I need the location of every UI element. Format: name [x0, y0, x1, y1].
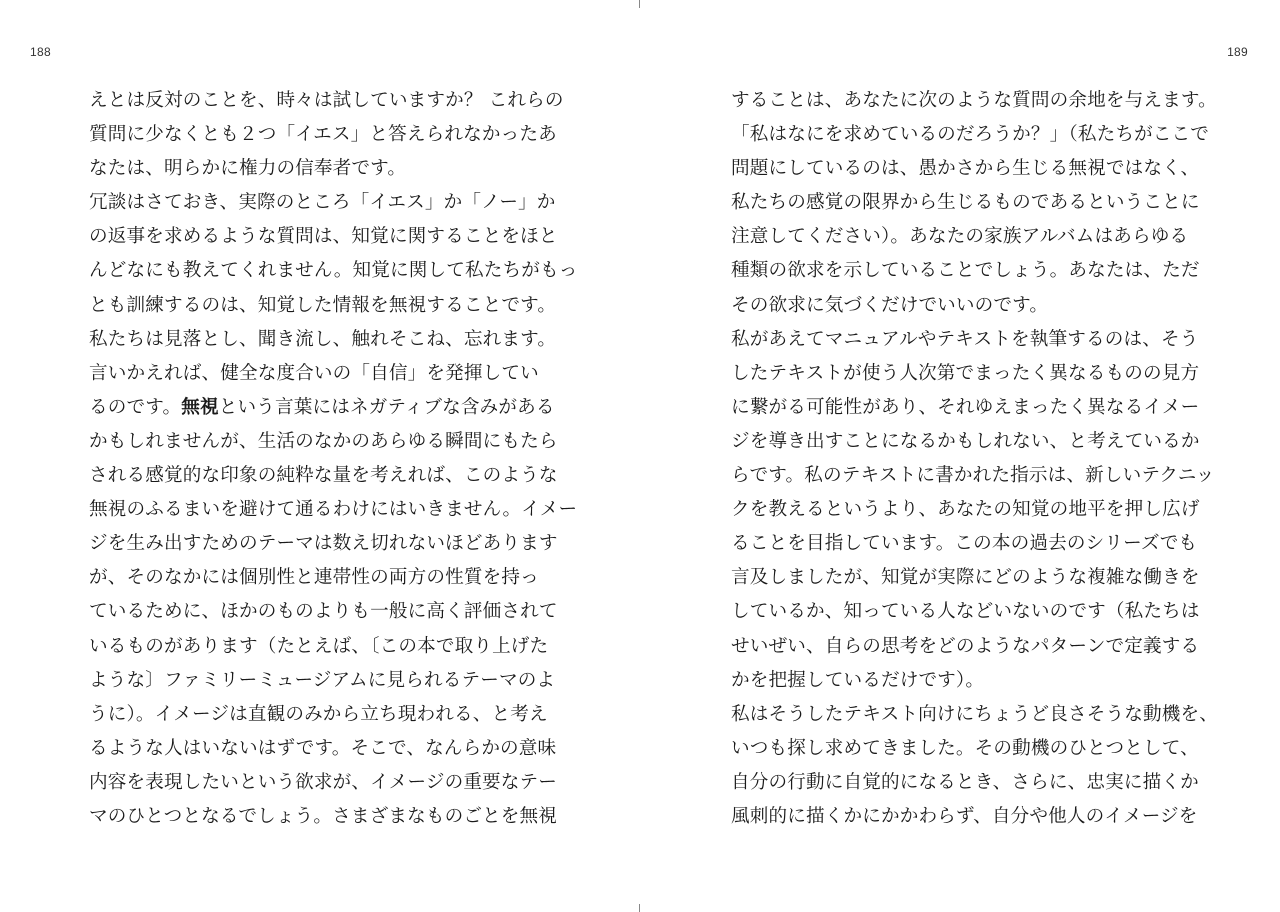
text-line: の返事を求めるような質問は、知覚に関することをほと — [89, 226, 558, 248]
text-line: 私があえてマニュアルやテキストを執筆するのは、そう — [731, 328, 1199, 350]
text-line: 私たちは見落とし、聞き流し、触れそこね、忘れます。 — [89, 328, 557, 350]
right-page — [640, 0, 1280, 912]
text-line: しているか、知っている人などいないのです（私たちは — [731, 601, 1200, 623]
text-line: るような人はいないはずです。そこで、なんらかの意味 — [89, 737, 557, 759]
text-line: ジを生み出すためのテーマは数え切れないほどあります — [89, 533, 558, 555]
text-line: 無視のふるまいを避けて通るわけにはいきません。イメー — [89, 499, 578, 521]
text-line: 言いかえれば、健全な度合いの「自信」を発揮してい — [89, 362, 539, 384]
text-line: 私はそうしたテキスト向けにちょうど良さそうな動機を、 — [731, 703, 1218, 725]
text-line: マのひとつとなるでしょう。さまざまなものごとを無視 — [89, 805, 558, 827]
text-line: に繋がる可能性があり、それゆえまったく異なるイメー — [731, 396, 1200, 418]
text-line: クを教えるというより、あなたの知覚の地平を押し広げ — [731, 499, 1200, 521]
text-line: 問題にしているのは、愚かさから生じる無視ではなく、 — [731, 158, 1200, 180]
text-line: 種類の欲求を示していることでしょう。あなたは、ただ — [731, 260, 1200, 282]
page-number: 188 — [30, 45, 51, 59]
text-line: らです。私のテキストに書かれた指示は、新しいテクニッ — [731, 465, 1215, 487]
text-line: いつも探し求めてきました。その動機のひとつとして、 — [731, 737, 1199, 759]
text-line: 私たちの感覚の限界から生じるものであるということに — [731, 192, 1200, 214]
text-line: ることを目指しています。この本の過去のシリーズでも — [731, 533, 1198, 555]
body-text — [731, 84, 1218, 834]
text-line: 「私はなにを求めているのだろうか？」（私たちがここで — [731, 124, 1210, 146]
text-line: ジを導き出すことになるかもしれない、と考えているか — [731, 430, 1200, 452]
text-line: される感覚的な印象の純粋な量を考えれば、このような — [89, 465, 558, 487]
text-line: 質問に少なくとも２つ「イエス」と答えられなかったあ — [89, 124, 557, 146]
text-line: その欲求に気づくだけでいいのです。 — [731, 294, 1049, 316]
text-line: したテキストが使う人次第でまったく異なるものの見方 — [731, 362, 1200, 384]
body-text — [89, 84, 578, 834]
text-line: かを把握しているだけです）。 — [731, 669, 985, 691]
text-line: 言及しましたが、知覚が実際にどのような複雑な働きを — [731, 567, 1200, 589]
text-line: ような〕ファミリーミュージアムに見られるテーマのよ — [89, 669, 556, 691]
text-line: んどなにも教えてくれません。知覚に関して私たちがもっ — [89, 260, 578, 282]
text-line: せいぜい、自らの思考をどのようなパターンで定義する — [731, 635, 1200, 657]
text-line: とも訓練するのは、知覚した情報を無視することです。 — [89, 294, 557, 316]
text-line: なたは、明らかに権力の信奉者です。 — [89, 158, 407, 180]
emphasized-term: 無視 — [181, 396, 219, 418]
page-number: 189 — [1227, 45, 1248, 59]
text-line: 風刺的に描くかにかかわらず、自分や他人のイメージを — [731, 805, 1198, 827]
text-line: することは、あなたに次のような質問の余地を与えます。 — [731, 90, 1217, 111]
text-line: かもしれませんが、生活のなかのあらゆる瞬間にもたら — [89, 430, 558, 452]
text-line: えとは反対のことを、時々は試していますか？ これらの — [89, 90, 564, 111]
text-line-with-emphasis — [89, 391, 557, 425]
text-segment: という言葉にはネガティブな含みがある — [218, 396, 555, 418]
text-segment: るのです。 — [89, 396, 182, 418]
text-line: うに）。イメージは直観のみから立ち現われる、と考え — [89, 703, 548, 725]
text-line: ているために、ほかのものよりも一般に高く評価されて — [89, 601, 558, 623]
text-line: 内容を表現したいという欲求が、イメージの重要なテー — [89, 771, 558, 793]
text-line: 自分の行動に自覚的になるとき、さらに、忠実に描くか — [731, 771, 1199, 793]
text-line: 注意してください）。あなたの家族アルバムはあらゆる — [731, 226, 1189, 248]
text-line: 冗談はさておき、実際のところ「イエス」か「ノー」か — [89, 192, 556, 214]
text-line: いるものがあります（たとえば、〔この本で取り上げた — [89, 635, 549, 657]
text-line: が、そのなかには個別性と連帯性の両方の性質を持っ — [89, 567, 539, 589]
